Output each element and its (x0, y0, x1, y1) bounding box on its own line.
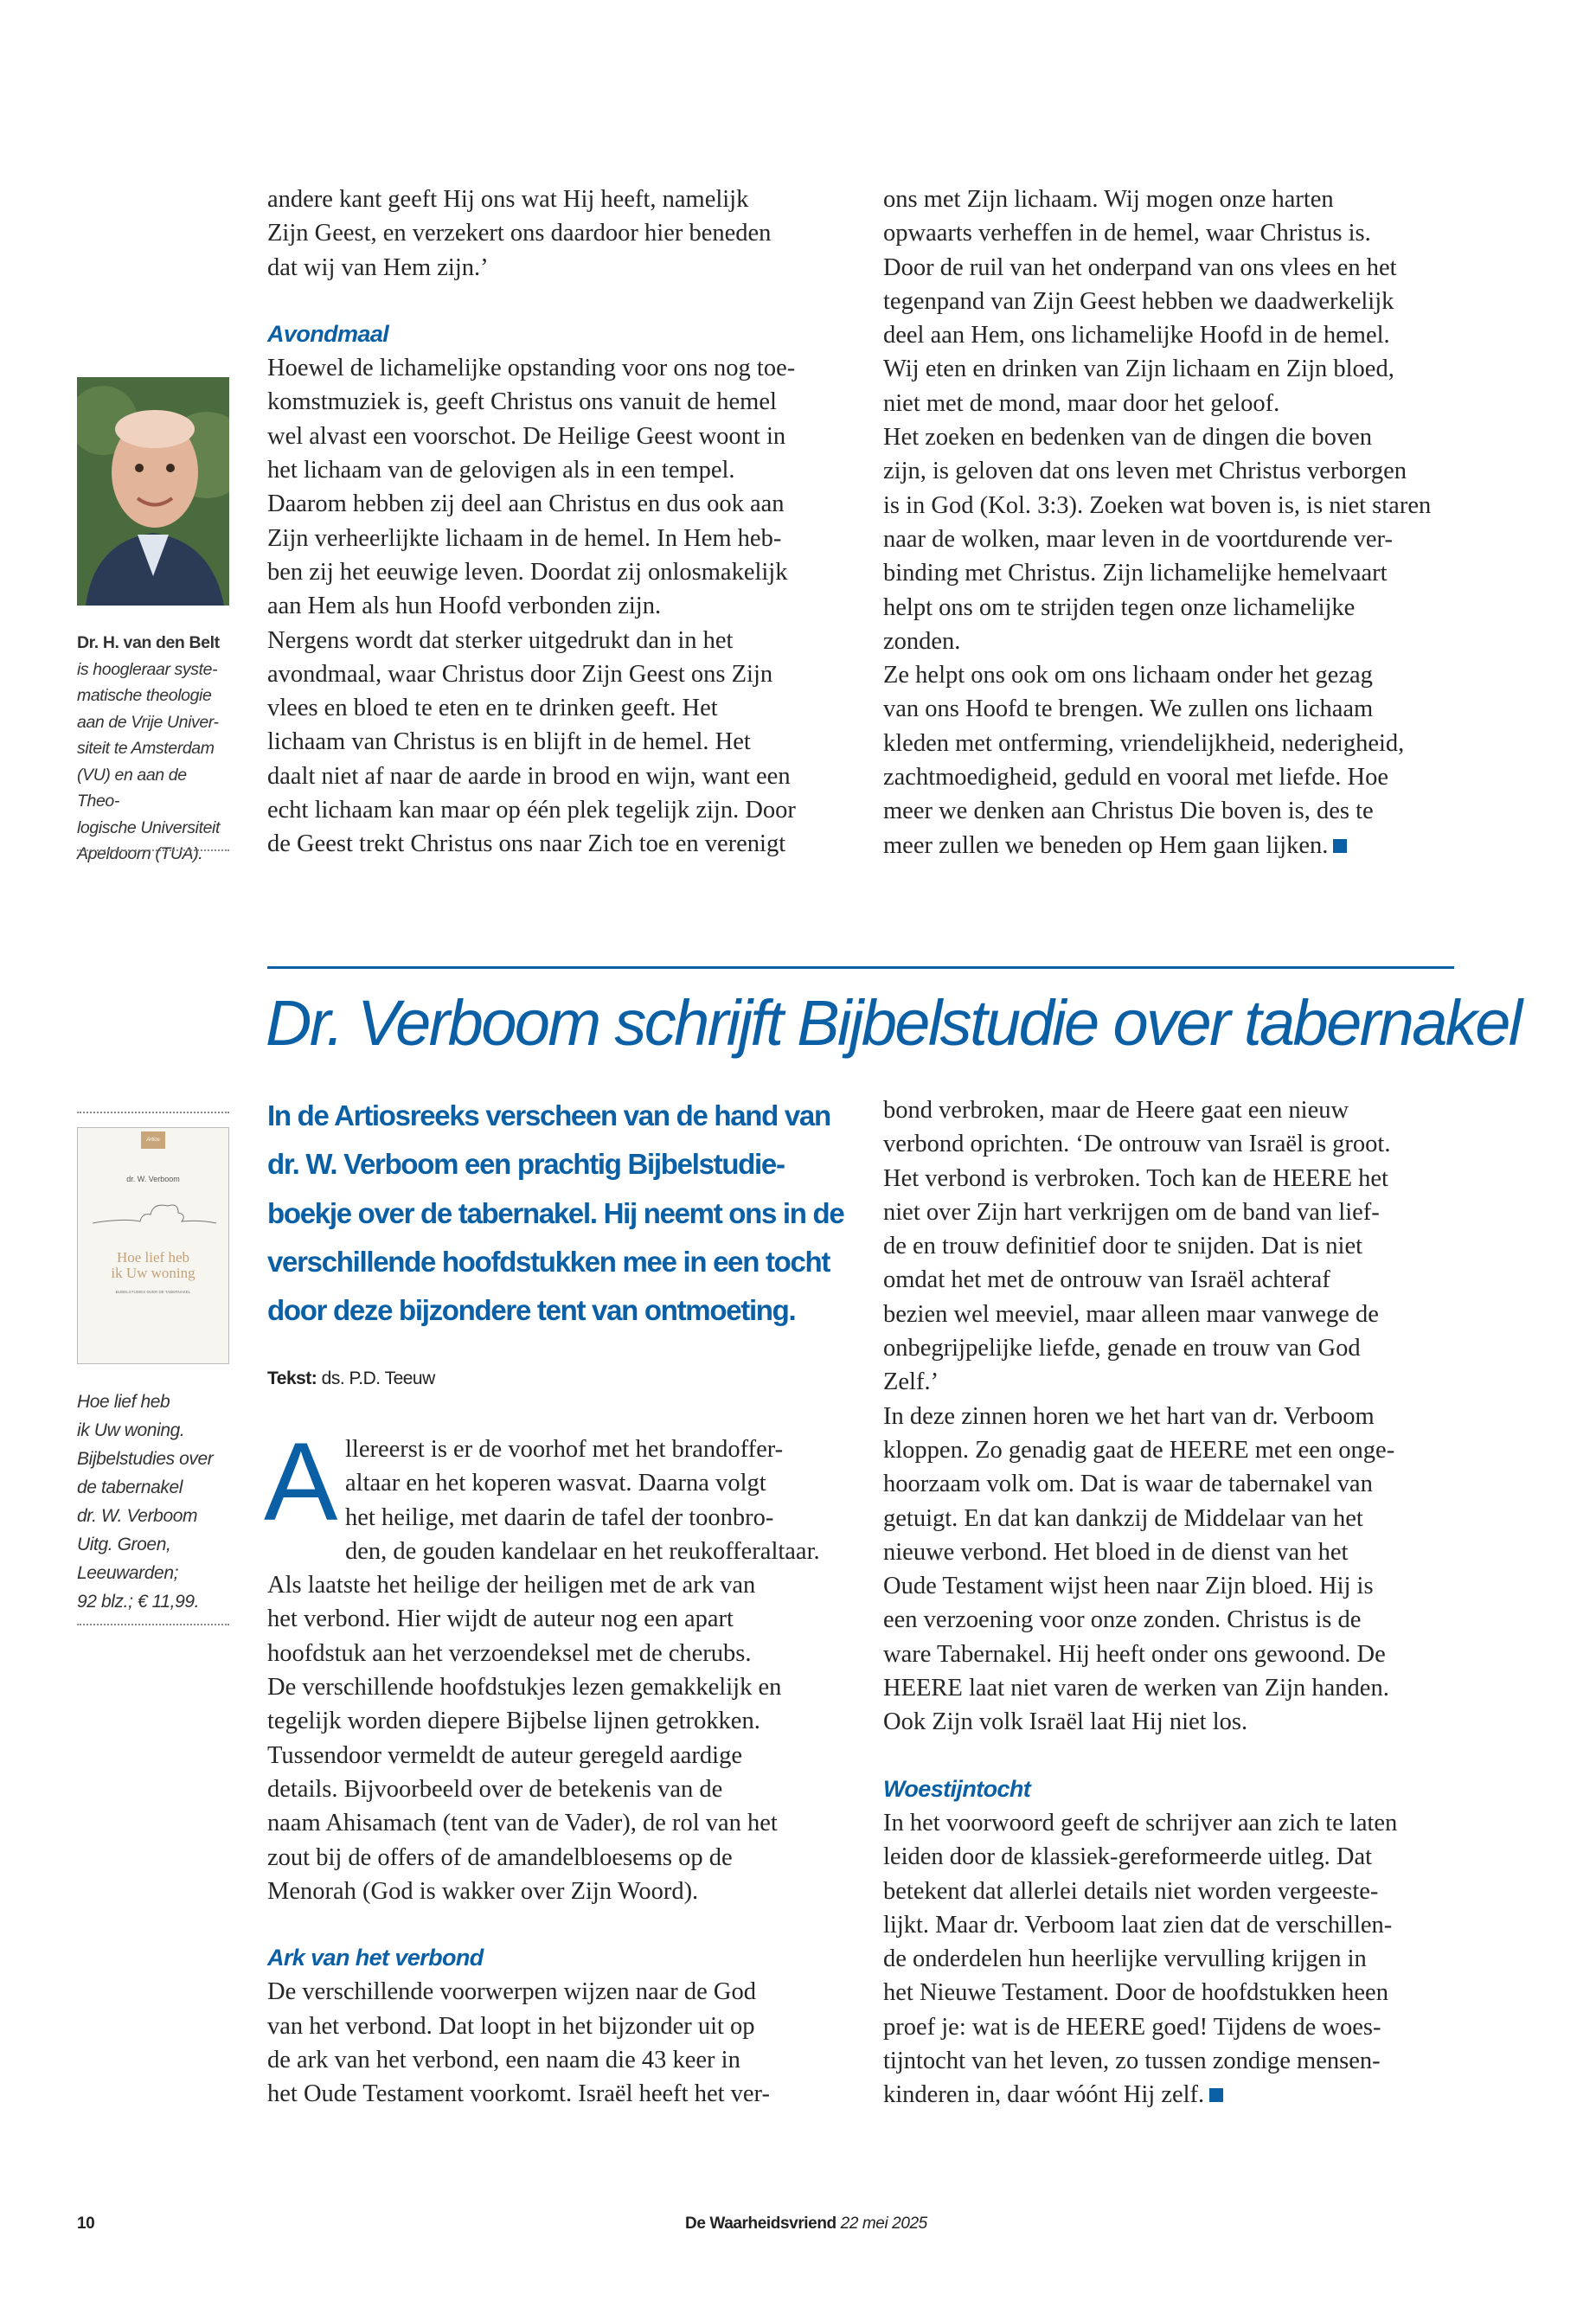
text-line (267, 1975, 847, 2009)
text-line (267, 624, 847, 657)
text-line (267, 1637, 847, 1670)
line-text: het Oude Testament voorkomt. Israël heeft het ver- (267, 2080, 770, 2108)
line-text: lichaam van Christus is en blijft in de hemel. Het (267, 728, 751, 756)
line-text: Menorah (God is wakker over Zijn Woord). (267, 1877, 699, 1905)
line-text: den, de gouden kandelaar en het reukofferaltaar. (345, 1537, 820, 1565)
text-line (883, 1195, 1463, 1229)
text-line: 92 blz.; € 11,99. (77, 1592, 200, 1612)
line-text: tegenpand van Zijn Geest hebben we daadwerkelijk (883, 287, 1394, 315)
text-line (267, 1875, 847, 1908)
publisher-logo: Artios (141, 1131, 165, 1149)
line-text: zonden. (883, 627, 961, 655)
text-line (883, 522, 1463, 556)
text-line (267, 589, 847, 623)
text-line (883, 1298, 1463, 1331)
line-text: het Nieuwe Testament. Door de hoofdstukken heen (883, 1979, 1388, 2007)
book-author: dr. W. Verboom (126, 1175, 180, 1183)
line-text: daalt niet af naar de aarde in brood en wijn, want een (267, 762, 791, 790)
text-line: boekje over de tabernakel. Hij neemt ons in de (267, 1196, 844, 1229)
text-line: Hoe lief heb (77, 1392, 170, 1412)
text-line (883, 2044, 1463, 2078)
text-line: ik Uw woning. (77, 1420, 185, 1440)
text-line (267, 1535, 847, 1568)
text-line (267, 1433, 847, 1466)
text-line: aan de Vrije Univer- (77, 712, 219, 732)
text-line (883, 794, 1463, 828)
line-text: Wij eten en drinken van Zijn lichaam en Zijn bloed, (883, 356, 1394, 383)
text-line: Apeldoorn (TUA). (77, 844, 203, 863)
text-line (267, 555, 847, 589)
text-line (883, 1127, 1463, 1161)
book-subtitle: BIJBELSTUDIES OVER DE TABERNAKEL (115, 1290, 191, 1294)
text-line: Uitg. Groen, (77, 1535, 171, 1554)
top-column-1 (267, 183, 847, 862)
line-text: andere kant geeft Hij ons wat Hij heeft, namelijk (267, 186, 749, 213)
line-text: tijntocht van het leven, zo tussen zondige mensen- (883, 2048, 1381, 2075)
text-line (267, 522, 847, 555)
line-text: Nergens wordt dat sterker uitgedrukt dan in het (267, 626, 734, 654)
text-line (883, 1671, 1463, 1705)
line-text: tegelijk worden diepere Bijbelse lijnen getrokken. (267, 1708, 760, 1735)
text-line (267, 487, 847, 521)
paragraph (883, 1400, 1463, 1740)
text-line (883, 1400, 1463, 1433)
paragraph (267, 183, 847, 285)
line-text: ware Tabernakel. Hij heeft onder ons gewoond. De (883, 1640, 1386, 1668)
text-line (883, 216, 1463, 250)
text-line (883, 1502, 1463, 1535)
text-line: verschillende hoofdstukken mee in een tocht (267, 1245, 830, 1278)
divider (77, 1624, 229, 1625)
text-line: is hoogleraar syste- (77, 659, 218, 679)
text-line (267, 1704, 847, 1738)
drop-cap (264, 1420, 345, 1544)
line-text: onbegrijpelijke liefde, genade en trouw van God (883, 1335, 1361, 1362)
text-line: Bijbelstudies over (77, 1449, 214, 1469)
end-mark-icon (1209, 2088, 1223, 2102)
text-line (883, 420, 1463, 454)
line-text: Als laatste het heilige der heiligen met de ark van (267, 1572, 756, 1599)
cloud-icon (88, 1195, 218, 1230)
section-subheading: Ark van het verbond (267, 1945, 484, 1971)
divider (77, 1112, 229, 1113)
text-line (883, 1603, 1463, 1637)
paragraph (883, 1806, 1463, 2112)
section-subheading: Avondmaal (267, 320, 389, 347)
author-bio (77, 657, 229, 868)
line-text: bezien wel meeviel, maar alleen maar vanwege de (883, 1300, 1379, 1328)
text-line (267, 453, 847, 487)
text-line: logische Universiteit (77, 817, 221, 837)
line-text: niet met de mond, maar door het geloof. (883, 389, 1280, 417)
line-text: aan Hem als hun Hoofd verbonden zijn. (267, 593, 662, 620)
text-line (883, 183, 1463, 216)
text-line (267, 251, 847, 285)
page-number: 10 (77, 2214, 95, 2233)
text-line (883, 591, 1463, 625)
text-line (883, 727, 1463, 760)
issue-date: 22 mei 2025 (840, 2214, 927, 2233)
text-line (883, 1840, 1463, 1874)
text-line (267, 1568, 847, 1602)
line-text: een verzoening voor onze zonden. Christus is de (883, 1606, 1362, 1634)
text-line (267, 2077, 847, 2111)
line-text: hoorzaam volk om. Dat is waar de tabernakel van (883, 1471, 1373, 1498)
line-text: dat wij van Hem zijn.’ (267, 253, 489, 281)
line-text: kloppen. Zo genadig gaat de HEERE met een onge- (883, 1436, 1395, 1464)
line-text: de Geest trekt Christus ons naar Zich toe en verenigt (267, 830, 786, 858)
line-text: In het voorwoord geeft de schrijver aan zich te laten (883, 1809, 1398, 1836)
line-text: deel aan Hem, ons lichamelijke Hoofd in de hemel. (883, 322, 1390, 349)
article-column-2 (883, 1093, 1463, 2112)
line-text: lijkt. Maar dr. Verboom laat zien dat de verschillen- (883, 1911, 1393, 1939)
line-text: het verbond. Hier wijdt de auteur nog een apart (267, 1606, 734, 1633)
line-text: naam Ahisamach (tent van de Vader), de rol van het (267, 1810, 778, 1837)
text-line (267, 351, 847, 385)
drop-cap-letter: A (264, 1420, 338, 1544)
text-line (883, 1229, 1463, 1263)
line-text: van het verbond. Dat loopt in het bijzonder uit op (267, 2012, 755, 2040)
line-text: de en trouw definitief door te snijden. Dat is niet (883, 1233, 1363, 1260)
line-text: zout bij de offers of de amandelbloesems op de (267, 1843, 733, 1871)
text-line: dr. W. Verboom (77, 1506, 198, 1526)
text-line: In de Artiosreeks verscheen van de hand van (267, 1099, 830, 1131)
text-line: matische theologie (77, 686, 212, 705)
book-title-line: ik Uw woning (111, 1265, 195, 1281)
text-line (267, 1466, 847, 1500)
text-line (883, 625, 1463, 658)
text-line (883, 829, 1463, 862)
text-line (883, 658, 1463, 692)
top-column-2 (883, 183, 1463, 862)
text-line (883, 692, 1463, 726)
paragraph (883, 183, 1463, 420)
text-line (267, 827, 847, 861)
text-line (267, 657, 847, 691)
text-line (883, 1705, 1463, 1739)
text-line (267, 216, 847, 250)
article-title: Dr. Verboom schrijft Bijbelstudie over tabernakel (266, 987, 1521, 1059)
text-line (883, 489, 1463, 522)
line-text: de onderdelen hun heerlijke vervulling krijgen in (883, 1945, 1367, 1973)
text-line (883, 1569, 1463, 1603)
line-text: Oude Testament wijst heen naar Zijn bloed. Hij is (883, 1573, 1374, 1600)
text-line (883, 1535, 1463, 1569)
text-line (267, 2009, 847, 2043)
text-line (883, 760, 1463, 794)
line-text: hoofdstuk aan het verzoendeksel met de cherubs. (267, 1639, 752, 1667)
line-text: binding met Christus. Zijn lichamelijke hemelvaart (883, 560, 1388, 587)
text-line (267, 2043, 847, 2077)
credit-author: ds. P.D. Teeuw (321, 1368, 435, 1388)
line-text: Hoewel de lichamelijke opstanding voor ons nog toe- (267, 355, 796, 382)
text-line (267, 385, 847, 419)
text-line (883, 318, 1463, 352)
line-text: kleden met ontferming, vriendelijkheid, nederigheid, (883, 729, 1405, 757)
line-text: kinderen in, daar wóónt Hij zelf. (883, 2081, 1205, 2109)
text-line (267, 420, 847, 453)
line-text: Het zoeken en bedenken van de dingen die boven (883, 424, 1373, 452)
line-text: De verschillende hoofdstukjes lezen gemakkelijk en (267, 1674, 782, 1702)
text-line (267, 760, 847, 793)
text-line: Leeuwarden; (77, 1563, 179, 1583)
line-text: altaar en het koperen wasvat. Daarna volgt (345, 1470, 766, 1497)
text-line (883, 1875, 1463, 1908)
line-text: leiden door de klassiek-gereformeerde uitleg. Dat (883, 1843, 1373, 1871)
paragraph (883, 658, 1463, 862)
text-line: (VU) en aan de Theo- (77, 765, 187, 811)
line-text: Zelf.’ (883, 1368, 939, 1396)
author-photo (77, 377, 229, 606)
text-line (883, 454, 1463, 488)
line-text: In deze zinnen horen we het hart van dr. Verboom (883, 1402, 1375, 1430)
line-text: opwaarts verheffen in de hemel, waar Christus is. (883, 220, 1371, 247)
line-text: getuigt. En dat kan dankzij de Middelaar van het (883, 1504, 1363, 1532)
line-text: omdat het met de ontrouw van Israël achteraf (883, 1266, 1330, 1294)
line-text: ons met Zijn lichaam. Wij mogen onze harten (883, 186, 1334, 213)
line-text: vlees en bloed te eten en te drinken geeft. Het (267, 695, 718, 722)
line-text: nieuwe verbond. Het bloed in de dienst van het (883, 1538, 1349, 1566)
text-line: dr. W. Verboom een prachtig Bijbelstudie- (267, 1148, 785, 1181)
line-text: Door de ruil van het onderpand van ons vlees en het (883, 253, 1397, 281)
text-line (267, 1772, 847, 1806)
line-text: meer we denken aan Christus Die boven is, des te (883, 798, 1374, 825)
paragraph (267, 624, 847, 862)
line-text: helpt ons om te strijden tegen onze lichamelijke (883, 593, 1356, 621)
text-line (267, 1841, 847, 1875)
text-line (883, 1976, 1463, 2009)
line-text: Ze helpt ons ook om ons lichaam onder het gezag (883, 662, 1373, 689)
text-line (267, 793, 847, 827)
text-line (883, 352, 1463, 386)
divider (77, 849, 229, 851)
text-line: door deze bijzondere tent van ontmoeting. (267, 1294, 796, 1327)
text-line (883, 2010, 1463, 2044)
line-text: Zijn verheerlijkte lichaam in de hemel. In Hem heb- (267, 524, 782, 552)
text-line (883, 1093, 1463, 1127)
paragraph (883, 420, 1463, 658)
book-cover (77, 1127, 229, 1364)
text-line (267, 1739, 847, 1772)
line-text: llereerst is er de voorhof met het brandoffer- (345, 1436, 784, 1463)
line-text: Zijn Geest, en verzekert ons daardoor hier beneden (267, 220, 772, 247)
paragraph (883, 1093, 1463, 1400)
footer-publication (685, 2214, 927, 2234)
author-portrait-icon (77, 377, 229, 606)
line-text: Tussendoor vermeldt de auteur geregeld aardige (267, 1741, 742, 1769)
line-text: wel alvast een voorschot. De Heilige Geest woont in (267, 422, 786, 450)
credit-label: Tekst: (267, 1368, 317, 1388)
line-text: niet over Zijn hart verkrijgen om de band van lief- (883, 1198, 1380, 1226)
article-column-1 (264, 1420, 847, 2112)
text-line (883, 1942, 1463, 1976)
end-mark-icon (1333, 839, 1347, 853)
line-text: verbond oprichten. ‘De ontrouw van Israël is groot. (883, 1131, 1391, 1158)
line-text: komstmuziek is, geeft Christus ons vanuit de hemel (267, 388, 777, 416)
text-line (267, 691, 847, 725)
article-credit (267, 1368, 435, 1389)
text-line (883, 2078, 1463, 2112)
text-line (883, 1433, 1463, 1467)
line-text: naar de wolken, maar leven in de voortdurende ver- (883, 525, 1393, 553)
line-text: ben zij het eeuwige leven. Doordat zij onlosmakelijk (267, 558, 788, 586)
text-line (883, 1162, 1463, 1195)
text-line (883, 251, 1463, 285)
text-line (883, 1467, 1463, 1501)
line-text: Het verbond is verbroken. Toch kan de HEERE het (883, 1164, 1388, 1192)
text-line (883, 387, 1463, 420)
text-line (267, 1806, 847, 1840)
line-text: is in God (Kol. 3:3). Zoeken wat boven is, is niet staren (883, 491, 1432, 519)
text-line (883, 1365, 1463, 1399)
magazine-name: De Waarheidsvriend (685, 2214, 836, 2233)
text-line (267, 183, 847, 216)
text-line (883, 1908, 1463, 1942)
line-text: zijn, is geloven dat ons leven met Christus verborgen (883, 458, 1407, 485)
line-text: HEERE laat niet varen de werken van Zijn handen. (883, 1675, 1389, 1702)
text-line (267, 1670, 847, 1704)
article-lead (267, 1092, 847, 1335)
text-line (883, 285, 1463, 318)
line-text: meer zullen we beneden op Hem gaan lijken. (883, 831, 1329, 859)
text-line (267, 1501, 847, 1535)
line-text: De verschillende voorwerpen wijzen naar de God (267, 1978, 757, 2006)
text-line: de tabernakel (77, 1477, 183, 1497)
text-line (883, 1331, 1463, 1365)
line-text: bond verbroken, maar de Heere gaat een nieuw (883, 1097, 1349, 1124)
text-line (267, 1602, 847, 1636)
line-text: Daarom hebben zij deel aan Christus en dus ook aan (267, 490, 785, 518)
line-text: zachtmoedigheid, geduld en vooral met liefde. Hoe (883, 764, 1389, 792)
line-text: echt lichaam kan maar op één plek tegelijk zijn. Door (267, 797, 796, 824)
article-rule (267, 966, 1454, 969)
text-line (883, 1806, 1463, 1840)
text-line (267, 725, 847, 759)
line-text: de ark van het verbond, een naam die 43 keer in (267, 2047, 740, 2074)
author-caption (77, 630, 229, 868)
line-text: Ook Zijn volk Israël laat Hij niet los. (883, 1708, 1248, 1736)
paragraph (267, 351, 847, 623)
text-line (883, 556, 1463, 590)
author-name: Dr. H. van den Belt (77, 633, 220, 652)
line-text: het lichaam van de gelovigen als in een tempel. (267, 457, 735, 484)
paragraph (267, 1433, 847, 1908)
line-text: avondmaal, waar Christus door Zijn Geest ons Zijn (267, 660, 773, 688)
line-text: details. Bijvoorbeeld over de betekenis van de (267, 1775, 723, 1803)
text-line (883, 1638, 1463, 1671)
book-caption (77, 1388, 229, 1616)
text-line: siteit te Amsterdam (77, 739, 215, 758)
line-text: van ons Hoofd te brengen. We zullen ons lichaam (883, 695, 1374, 723)
book-title-line: Hoe lief heb (116, 1249, 190, 1266)
paragraph (267, 1975, 847, 2111)
section-subheading: Woestijntocht (883, 1775, 1031, 1802)
line-text: het heilige, met daarin de tafel der toonbro- (345, 1503, 774, 1531)
line-text: proef je: wat is de HEERE goed! Tijdens de woes- (883, 2013, 1381, 2041)
line-text: betekent dat allerlei details niet worden vergeeste- (883, 1877, 1379, 1905)
text-line (883, 1263, 1463, 1297)
